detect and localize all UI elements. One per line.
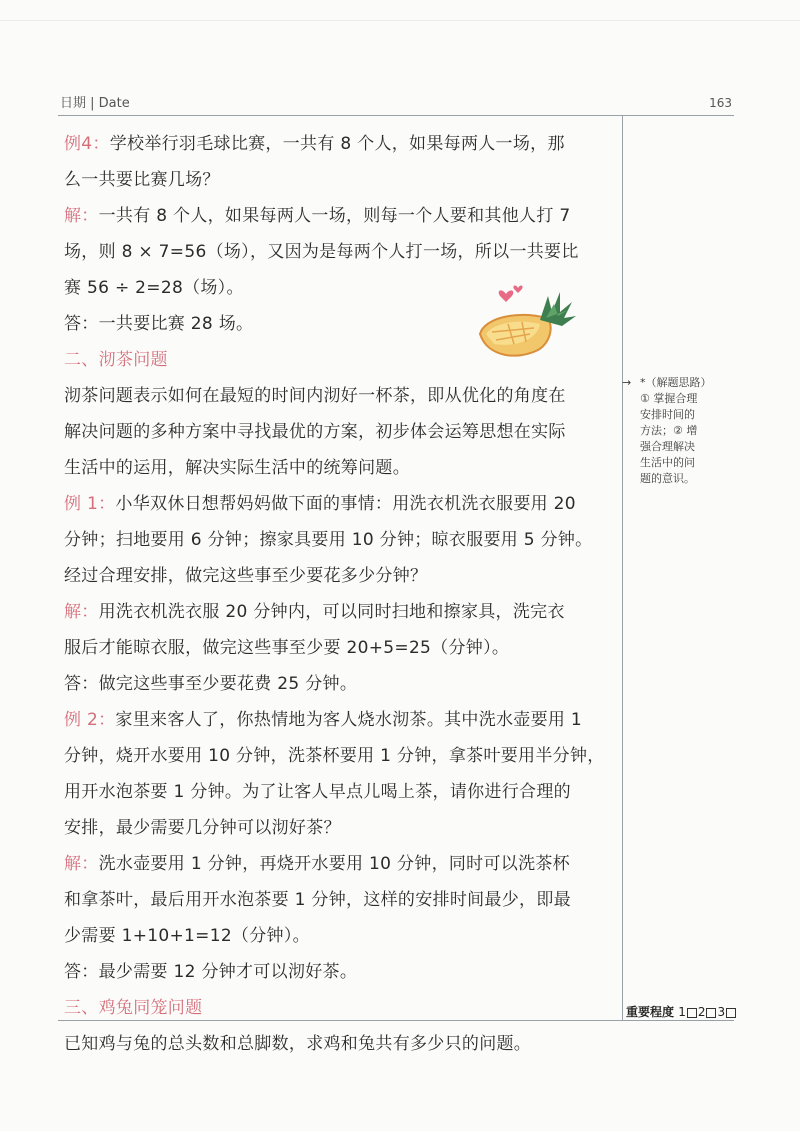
line-text: 生活中的运用，解决实际生活中的统筹问题。 [64, 458, 410, 478]
line-text: 和拿茶叶，最后用开水泡茶要 1 分钟，这样的安排时间最少，即最 [64, 890, 571, 910]
text-line [64, 558, 616, 594]
line-text: 安排，最少需要几分钟可以沏好茶？ [64, 818, 341, 838]
text-line [64, 846, 616, 882]
line-text: 少需要 1+10+1=12（分钟）。 [64, 926, 310, 946]
text-line [64, 378, 616, 414]
arrow-icon: → [622, 376, 632, 389]
text-line [64, 1026, 616, 1062]
text-line [64, 990, 616, 1026]
text-line [64, 954, 616, 990]
text-line [64, 810, 616, 846]
line-text: 沏茶问题表示如何在最短的时间内沏好一杯茶，即从优化的角度在 [64, 386, 566, 406]
text-line [64, 666, 616, 702]
line-text: 答：做完这些事至少要花费 25 分钟。 [64, 674, 358, 694]
line-text: 场，则 8 × 7=56（场），又因为是每两个人打一场，所以一共要比 [64, 242, 579, 262]
line-text: 学校举行羽毛球比赛，一共有 8 个人，如果每两人一场，那 [109, 134, 565, 154]
text-line [64, 450, 616, 486]
line-text: 洗水壶要用 1 分钟，再烧开水要用 10 分钟，同时可以洗茶杯 [98, 854, 570, 874]
importance-rating [626, 1003, 737, 1020]
text-line [64, 702, 616, 738]
importance-level-1: 1 [678, 1005, 686, 1019]
checkbox-icon[interactable] [726, 1008, 736, 1018]
line-label: 解： [64, 206, 99, 226]
line-text: 一共有 8 个人，如果每两人一场，则每一个人要和其他人打 7 [98, 206, 571, 226]
line-text: 服后才能晾衣服，做完这些事至少要 20+5=25（分钟）。 [64, 638, 510, 658]
line-text: 分钟，烧开水要用 10 分钟，洗茶杯要用 1 分钟，拿茶叶要用半分钟， [64, 746, 605, 766]
line-text: 小华双休日想帮妈妈做下面的事情：用洗衣机洗衣服要用 20 [115, 494, 576, 514]
section-heading: 三、鸡兔同笼问题 [64, 998, 203, 1018]
importance-level-2: 2 [697, 1005, 706, 1019]
checkbox-icon[interactable] [706, 1008, 716, 1018]
line-text: 解决问题的多种方案中寻找最优的方案，初步体会运筹思想在实际 [64, 422, 566, 442]
text-line [64, 774, 616, 810]
line-text: 已知鸡与兔的总头数和总脚数，求鸡和兔共有多少只的问题。 [64, 1034, 532, 1054]
date-label: 日期 | Date [60, 96, 130, 111]
side-note-text: *（解题思路） ① 掌握合理 安排时间的 方法；② 增 强合理解决 生活中的问 题的意识。 [640, 376, 712, 485]
line-label: 例 2： [64, 710, 116, 730]
text-line [64, 738, 616, 774]
line-text: 用洗衣机洗衣服 20 分钟内，可以同时扫地和擦家具，洗完衣 [98, 602, 565, 622]
line-text: 答：一共要比赛 28 场。 [64, 314, 254, 334]
line-text: 答：最少需要 12 分钟才可以沏好茶。 [64, 962, 358, 982]
text-line [64, 162, 616, 198]
top-edge-line [0, 20, 800, 21]
line-text: 赛 56 ÷ 2=28（场）。 [64, 278, 244, 298]
importance-level-3: 3 [717, 1005, 726, 1019]
text-line [64, 882, 616, 918]
text-line [64, 234, 616, 270]
line-label: 解： [64, 602, 99, 622]
line-text: 分钟；扫地要用 6 分钟；擦家具要用 10 分钟；晾衣服要用 5 分钟。 [64, 530, 593, 550]
section-heading: 二、沏茶问题 [64, 350, 168, 370]
page-header [58, 88, 734, 112]
page-number: 163 [709, 96, 732, 110]
main-text [64, 126, 616, 1062]
text-line [64, 414, 616, 450]
text-line [64, 630, 616, 666]
header-rule [58, 115, 734, 116]
pineapple-illustration [478, 282, 578, 362]
line-text: 经过合理安排，做完这些事至少要花多少分钟？ [64, 566, 428, 586]
line-label: 例 1： [64, 494, 116, 514]
text-line [64, 918, 616, 954]
line-label: 解： [64, 854, 99, 874]
margin-rule [622, 115, 623, 1020]
importance-label: 重要程度 [626, 1005, 675, 1019]
text-line [64, 522, 616, 558]
text-line [64, 198, 616, 234]
text-line [64, 486, 616, 522]
line-text: 么一共要比赛几场？ [64, 170, 220, 190]
line-text: 用开水泡茶要 1 分钟。为了让客人早点儿喝上茶，请你进行合理的 [64, 782, 571, 802]
text-line [64, 594, 616, 630]
checkbox-icon[interactable] [687, 1008, 697, 1018]
line-label: 例4： [64, 134, 110, 154]
text-line [64, 126, 616, 162]
line-text: 家里来客人了，你热情地为客人烧水沏茶。其中洗水壶要用 1 [115, 710, 583, 730]
